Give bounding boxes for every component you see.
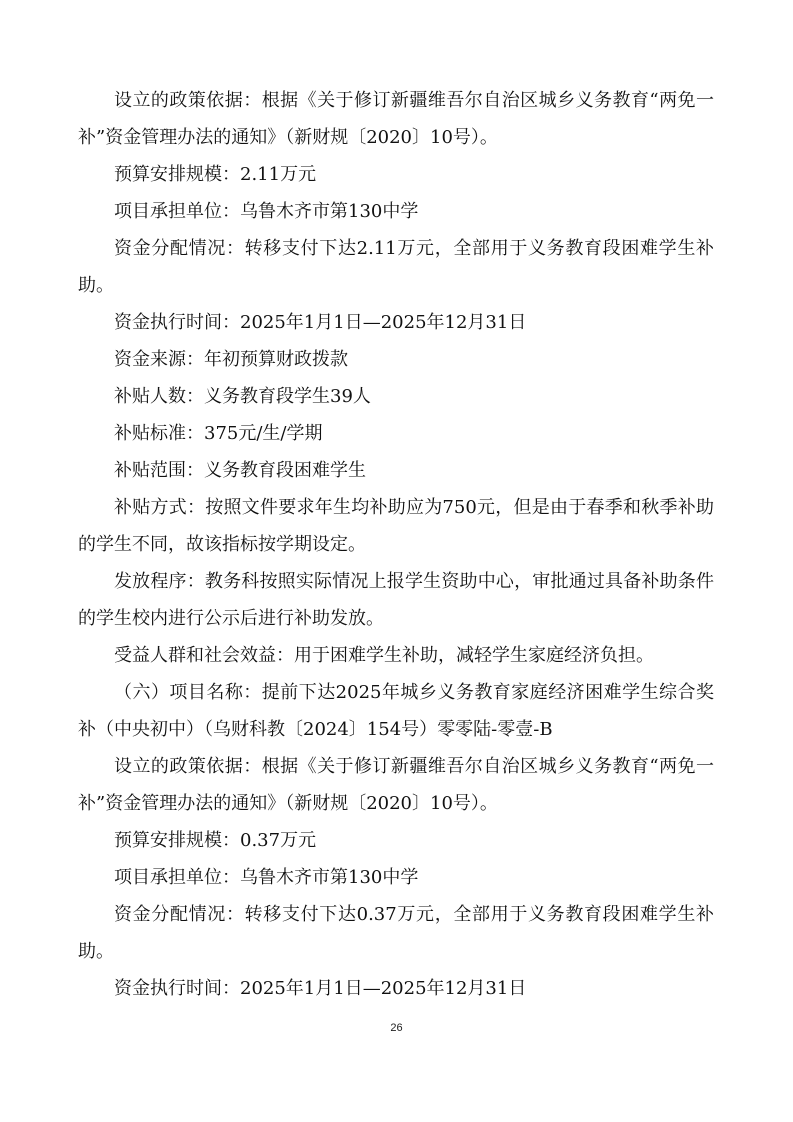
paragraph-fund-source: 资金来源：年初预算财政拨款 bbox=[114, 349, 348, 370]
paragraph-subsidy-count: 补贴人数：义务教育段学生39人 bbox=[114, 386, 371, 407]
paragraph-undertaking-unit-2: 项目承担单位：乌鲁木齐市第130中学 bbox=[114, 867, 419, 888]
paragraph-fund-allocation-2: 资金分配情况：转移支付下达0.37万元，全部用于义务教育段困难学生补助。 bbox=[78, 904, 714, 962]
paragraph-project-name-6: （六）项目名称：提前下达2025年城乡义务教育家庭经济困难学生综合奖补（中央初中）（乌财科教〔2024〕154号）零零陆-零壹-B bbox=[78, 682, 714, 740]
paragraph-subsidy-method: 补贴方式：按照文件要求年生均补助应为750元，但是由于春季和秋季补助的学生不同，故该指标按学期设定。 bbox=[78, 497, 714, 555]
paragraph-budget-scale-1: 预算安排规模：2.11万元 bbox=[114, 164, 317, 185]
paragraph-distribution-procedure: 发放程序：教务科按照实际情况上报学生资助中心，审批通过具备补助条件的学生校内进行公示后进行补助发放。 bbox=[78, 571, 714, 629]
paragraph-fund-allocation-1: 资金分配情况：转移支付下达2.11万元，全部用于义务教育段困难学生补助。 bbox=[78, 238, 714, 296]
paragraph-policy-basis-2: 设立的政策依据：根据《关于修订新疆维吾尔自治区城乡义务教育“两免一补”资金管理办法的通知》（新财规〔2020〕10号）。 bbox=[78, 756, 714, 814]
paragraph-policy-basis-1: 设立的政策依据：根据《关于修订新疆维吾尔自治区城乡义务教育“两免一补”资金管理办法的通知》（新财规〔2020〕10号）。 bbox=[78, 90, 714, 148]
paragraph-subsidy-standard: 补贴标准：375元/生/学期 bbox=[114, 423, 323, 444]
paragraph-undertaking-unit-1: 项目承担单位：乌鲁木齐市第130中学 bbox=[114, 201, 419, 222]
page-number: 26 bbox=[390, 1022, 403, 1034]
document-body bbox=[78, 82, 714, 1007]
paragraph-beneficiaries: 受益人群和社会效益：用于困难学生补助，减轻学生家庭经济负担。 bbox=[114, 645, 654, 666]
paragraph-subsidy-scope: 补贴范围：义务教育段困难学生 bbox=[114, 460, 366, 481]
paragraph-execution-time-2: 资金执行时间：2025年1月1日—2025年12月31日 bbox=[114, 978, 527, 999]
paragraph-budget-scale-2: 预算安排规模：0.37万元 bbox=[114, 830, 317, 851]
paragraph-execution-time-1: 资金执行时间：2025年1月1日—2025年12月31日 bbox=[114, 312, 527, 333]
